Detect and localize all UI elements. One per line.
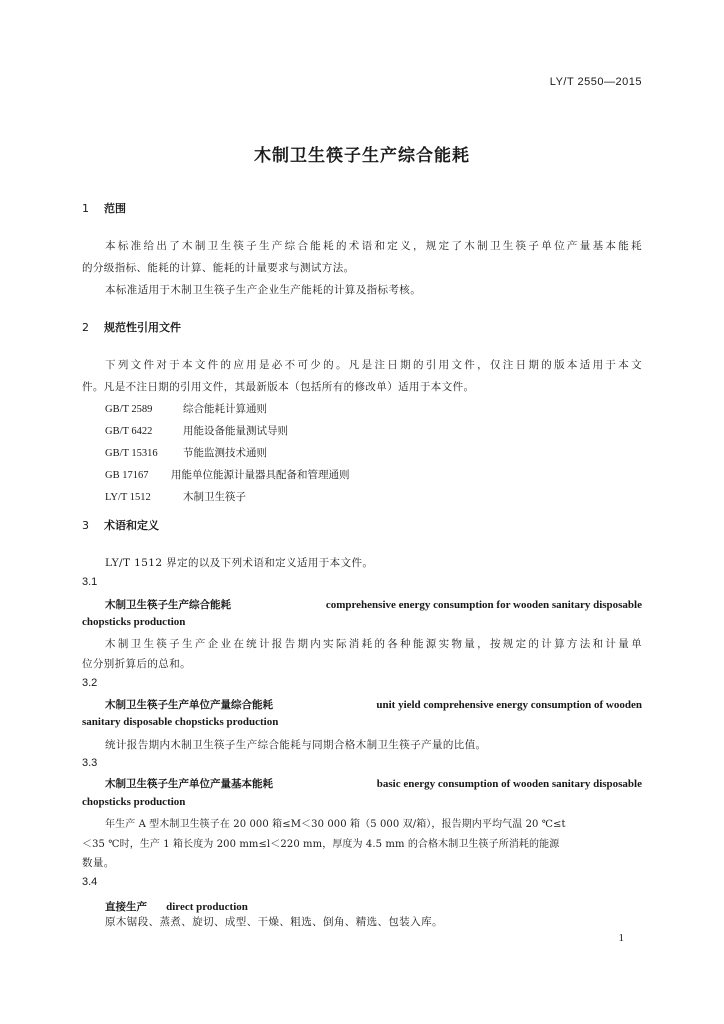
definition-line: 统计报告期内木制卫生筷子生产综合能耗与同期合格木制卫生筷子产量的比值。 bbox=[105, 739, 487, 751]
reference-title: 节能监测技术通则 bbox=[183, 447, 267, 459]
reference-title: 综合能耗计算通则 bbox=[183, 403, 267, 415]
section-number: 3 bbox=[82, 519, 89, 532]
section-heading bbox=[82, 517, 159, 533]
reference-item bbox=[105, 445, 267, 460]
section-title: 规范性引用文件 bbox=[104, 321, 181, 334]
term-number: 3.1 bbox=[82, 576, 98, 588]
term-english: comprehensive energy consumption for wooden sanitary disposable bbox=[325, 599, 642, 611]
definition-line: 木制卫生筷子生产企业在统计报告期内实际消耗的各种能源实物量，按规定的计算方法和计量单 bbox=[105, 638, 642, 650]
reference-title: 用能单位能源计量器具配备和管理通则 bbox=[171, 469, 350, 481]
paragraph-line: 的分级指标、能耗的计算、能耗的计量要求与测试方法。 bbox=[82, 262, 355, 274]
term-english-cont: chopsticks production bbox=[82, 796, 186, 808]
term-heading bbox=[105, 776, 642, 791]
section-number: 2 bbox=[82, 321, 89, 334]
document-title: 木制卫生筷子生产综合能耗 bbox=[254, 146, 470, 166]
reference-item bbox=[105, 401, 267, 416]
term-heading bbox=[105, 697, 642, 712]
reference-item bbox=[105, 467, 350, 482]
term-english: unit yield comprehensive energy consumption of wooden bbox=[376, 699, 642, 711]
reference-code: GB/T 6422 bbox=[105, 426, 153, 437]
term-chinese: 木制卫生筷子生产综合能耗 bbox=[105, 599, 231, 611]
definition-line: ＜35 ℃时，生产 1 箱长度为 200 mm≤l＜220 mm，厚度为 4.5 mm 的合格木制卫生筷子所消耗的能源 bbox=[82, 839, 560, 850]
term-heading bbox=[105, 895, 248, 914]
section-title: 术语和定义 bbox=[104, 519, 159, 532]
section-intro: LY/T 1512 界定的以及下列术语和定义适用于本文件。 bbox=[105, 557, 374, 569]
term-number: 3.2 bbox=[82, 677, 98, 689]
standard-code: LY/T 2550—2015 bbox=[549, 76, 642, 88]
term-english: basic energy consumption of wooden sanitary disposable bbox=[376, 778, 642, 790]
reference-title: 用能设备能量测试导则 bbox=[183, 425, 288, 437]
reference-item bbox=[105, 489, 246, 504]
term-english: direct production bbox=[166, 901, 248, 913]
term-heading bbox=[105, 597, 642, 612]
page-number: 1 bbox=[618, 932, 624, 944]
term-number: 3.3 bbox=[82, 757, 98, 769]
paragraph-line: 本标准适用于木制卫生筷子生产企业生产能耗的计算及指标考核。 bbox=[105, 284, 422, 296]
section-heading bbox=[82, 319, 181, 335]
definition-line: 位分别折算后的总和。 bbox=[82, 658, 191, 670]
reference-code: LY/T 1512 bbox=[105, 492, 151, 503]
section-number: 1 bbox=[82, 202, 89, 215]
paragraph-line: 本标准给出了木制卫生筷子生产综合能耗的术语和定义，规定了木制卫生筷子单位产量基本能耗 bbox=[105, 240, 642, 252]
section-title: 范围 bbox=[104, 202, 126, 215]
reference-code: GB/T 15316 bbox=[105, 448, 158, 459]
definition-line: 原木锯段、蒸煮、旋切、成型、干燥、粗选、倒角、精选、包装入库。 bbox=[105, 916, 443, 928]
paragraph-line: 件。凡是不注日期的引用文件，其最新版本（包括所有的修改单）适用于本文件。 bbox=[82, 381, 475, 393]
term-number: 3.4 bbox=[82, 876, 98, 888]
term-chinese: 木制卫生筷子生产单位产量综合能耗 bbox=[105, 699, 273, 711]
term-english-cont: chopsticks production bbox=[82, 616, 186, 628]
term-chinese: 木制卫生筷子生产单位产量基本能耗 bbox=[105, 778, 273, 790]
reference-code: GB/T 2589 bbox=[105, 404, 153, 415]
definition-line: 年生产 A 型木制卫生筷子在 20 000 箱≤M＜30 000 箱（5 000 双/箱），报告期内平均气温 20 ℃≤t bbox=[105, 819, 566, 830]
term-chinese: 直接生产 bbox=[105, 901, 147, 913]
reference-title: 木制卫生筷子 bbox=[183, 491, 246, 503]
paragraph-line: 下列文件对于本文件的应用是必不可少的。凡是注日期的引用文件，仅注日期的版本适用于本文 bbox=[105, 359, 642, 371]
term-english-cont: sanitary disposable chopsticks production bbox=[82, 716, 279, 728]
reference-item bbox=[105, 423, 288, 438]
definition-line: 数量。 bbox=[82, 857, 115, 869]
reference-code: GB 17167 bbox=[105, 470, 149, 481]
section-heading bbox=[82, 200, 126, 216]
